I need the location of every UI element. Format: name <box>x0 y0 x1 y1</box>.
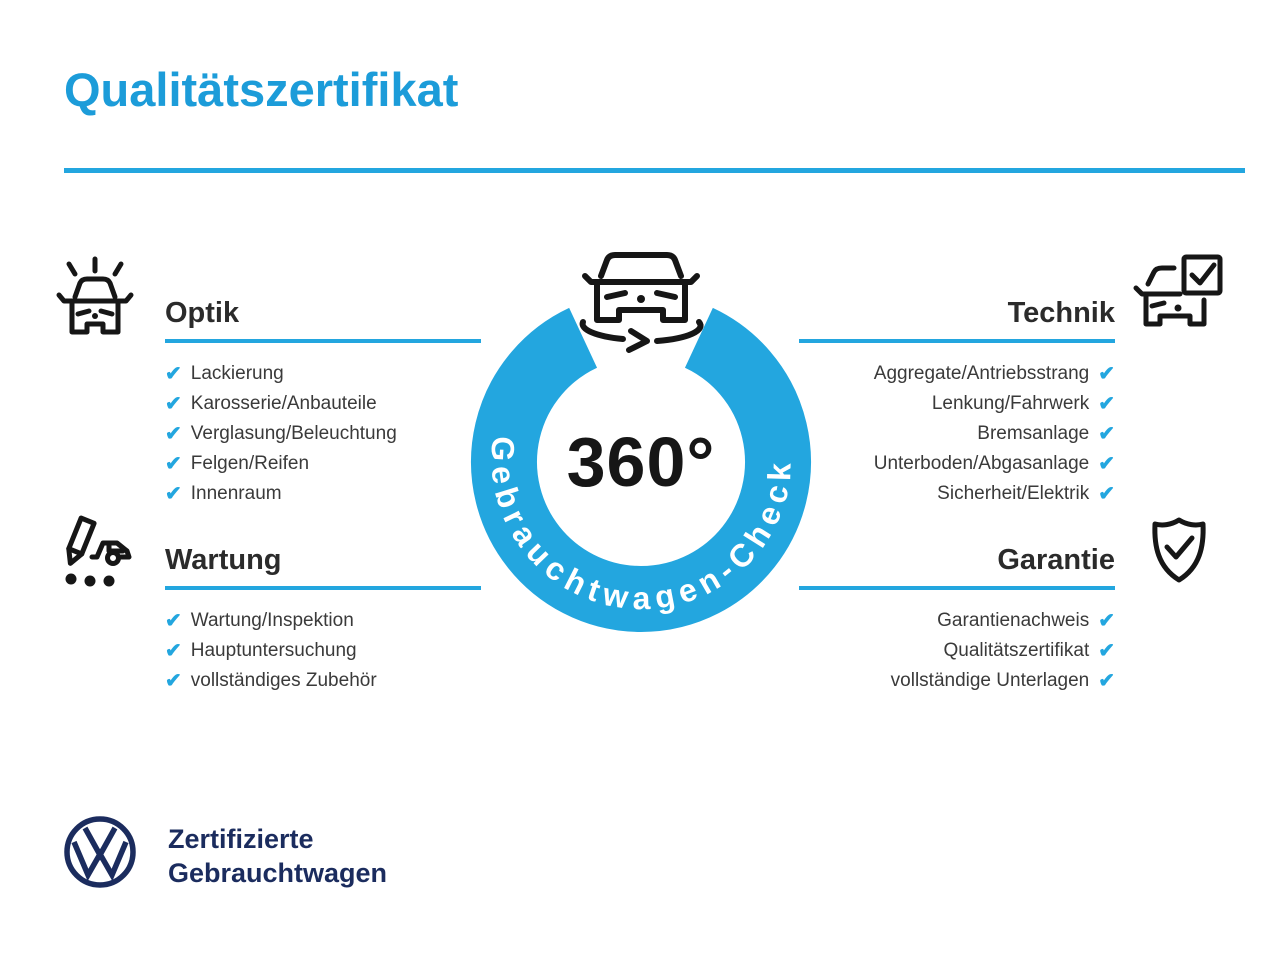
check-item-label: vollständiges Zubehör <box>190 669 377 691</box>
check-item <box>799 479 1115 509</box>
section-divider <box>165 586 481 590</box>
check-icon: ✔ <box>165 392 182 415</box>
check-item <box>799 359 1115 389</box>
check-item-label: Aggregate/Antriebsstrang <box>873 362 1090 384</box>
check-icon: ✔ <box>1098 639 1115 662</box>
car-shine-icon-svg <box>50 255 140 341</box>
check-icon: ✔ <box>1098 452 1115 475</box>
garantie-check-list <box>799 606 1115 696</box>
check-icon: ✔ <box>165 609 182 632</box>
check-icon: ✔ <box>165 362 182 385</box>
footer-brand-text <box>168 822 387 890</box>
check-item-label: Bremsanlage <box>977 422 1090 444</box>
check-icon: ✔ <box>1098 609 1115 632</box>
section-technik-title: Technik <box>1007 297 1115 329</box>
optik-check-list <box>165 359 481 509</box>
shield-check-icon <box>1146 512 1212 607</box>
check-item-label: Felgen/Reifen <box>190 452 310 474</box>
check-icon: ✔ <box>165 452 182 475</box>
check-item-label: Wartung/Inspektion <box>190 609 354 631</box>
degrees-label: 360° <box>566 423 716 501</box>
section-garantie-title: Garantie <box>997 544 1115 576</box>
wartung-check-list <box>165 606 481 696</box>
check-icon: ✔ <box>1098 362 1115 385</box>
check-icon: ✔ <box>165 639 182 662</box>
check-item <box>165 419 481 449</box>
section-divider <box>799 586 1115 590</box>
car-checkbox-icon <box>1132 252 1228 347</box>
service-note-car-icon-svg <box>52 512 140 600</box>
check-icon: ✔ <box>165 422 182 445</box>
360-check-badge <box>450 240 840 652</box>
check-item-label: Qualitätszertifikat <box>943 639 1090 661</box>
vw-logo-svg <box>62 814 138 890</box>
vw-logo <box>62 814 138 895</box>
check-icon: ✔ <box>1098 392 1115 415</box>
check-item <box>165 449 481 479</box>
check-item <box>799 419 1115 449</box>
check-item <box>165 389 481 419</box>
footer-line1: Zertifizierte <box>168 824 314 854</box>
footer-line2: Gebrauchtwagen <box>168 858 388 888</box>
check-item-label: Lackierung <box>190 362 284 384</box>
shield-check-icon-svg <box>1146 512 1212 602</box>
check-item-label: Verglasung/Beleuchtung <box>190 422 397 444</box>
check-item <box>799 449 1115 479</box>
car-shine-icon <box>50 255 140 346</box>
section-optik-title: Optik <box>165 297 240 329</box>
check-item <box>165 479 481 509</box>
check-icon: ✔ <box>165 669 182 692</box>
technik-check-list <box>799 359 1115 509</box>
title-divider <box>64 168 1245 173</box>
check-item-label: Hauptuntersuchung <box>190 639 357 661</box>
service-note-car-icon <box>52 512 140 605</box>
check-item <box>165 636 481 666</box>
check-icon: ✔ <box>1098 422 1115 445</box>
check-icon: ✔ <box>1098 482 1115 505</box>
section-garantie <box>799 545 1115 696</box>
section-wartung <box>165 545 481 696</box>
section-divider <box>799 339 1115 343</box>
check-item <box>165 666 481 696</box>
check-item-label: Unterboden/Abgasanlage <box>873 452 1090 474</box>
check-item-label: vollständige Unterlagen <box>890 669 1090 691</box>
ring-label: Gebrauchtwagen-Check <box>483 435 798 617</box>
check-item-label: Karosserie/Anbauteile <box>190 392 377 414</box>
check-item <box>799 389 1115 419</box>
check-item <box>799 666 1115 696</box>
rotating-car-icon <box>583 255 701 350</box>
check-item <box>799 636 1115 666</box>
section-wartung-title: Wartung <box>165 544 282 576</box>
check-icon: ✔ <box>1098 669 1115 692</box>
section-divider <box>165 339 481 343</box>
check-item-label: Lenkung/Fahrwerk <box>931 392 1090 414</box>
page-title: Qualitätszertifikat <box>64 63 459 116</box>
section-technik <box>799 298 1115 509</box>
section-optik <box>165 298 481 509</box>
check-item <box>799 606 1115 636</box>
check-item-label: Sicherheit/Elektrik <box>937 482 1090 504</box>
check-item <box>165 606 481 636</box>
check-item <box>165 359 481 389</box>
check-icon: ✔ <box>165 482 182 505</box>
check-item-label: Innenraum <box>190 482 282 504</box>
car-checkbox-icon-svg <box>1132 252 1228 342</box>
check-item-label: Garantienachweis <box>937 609 1090 631</box>
